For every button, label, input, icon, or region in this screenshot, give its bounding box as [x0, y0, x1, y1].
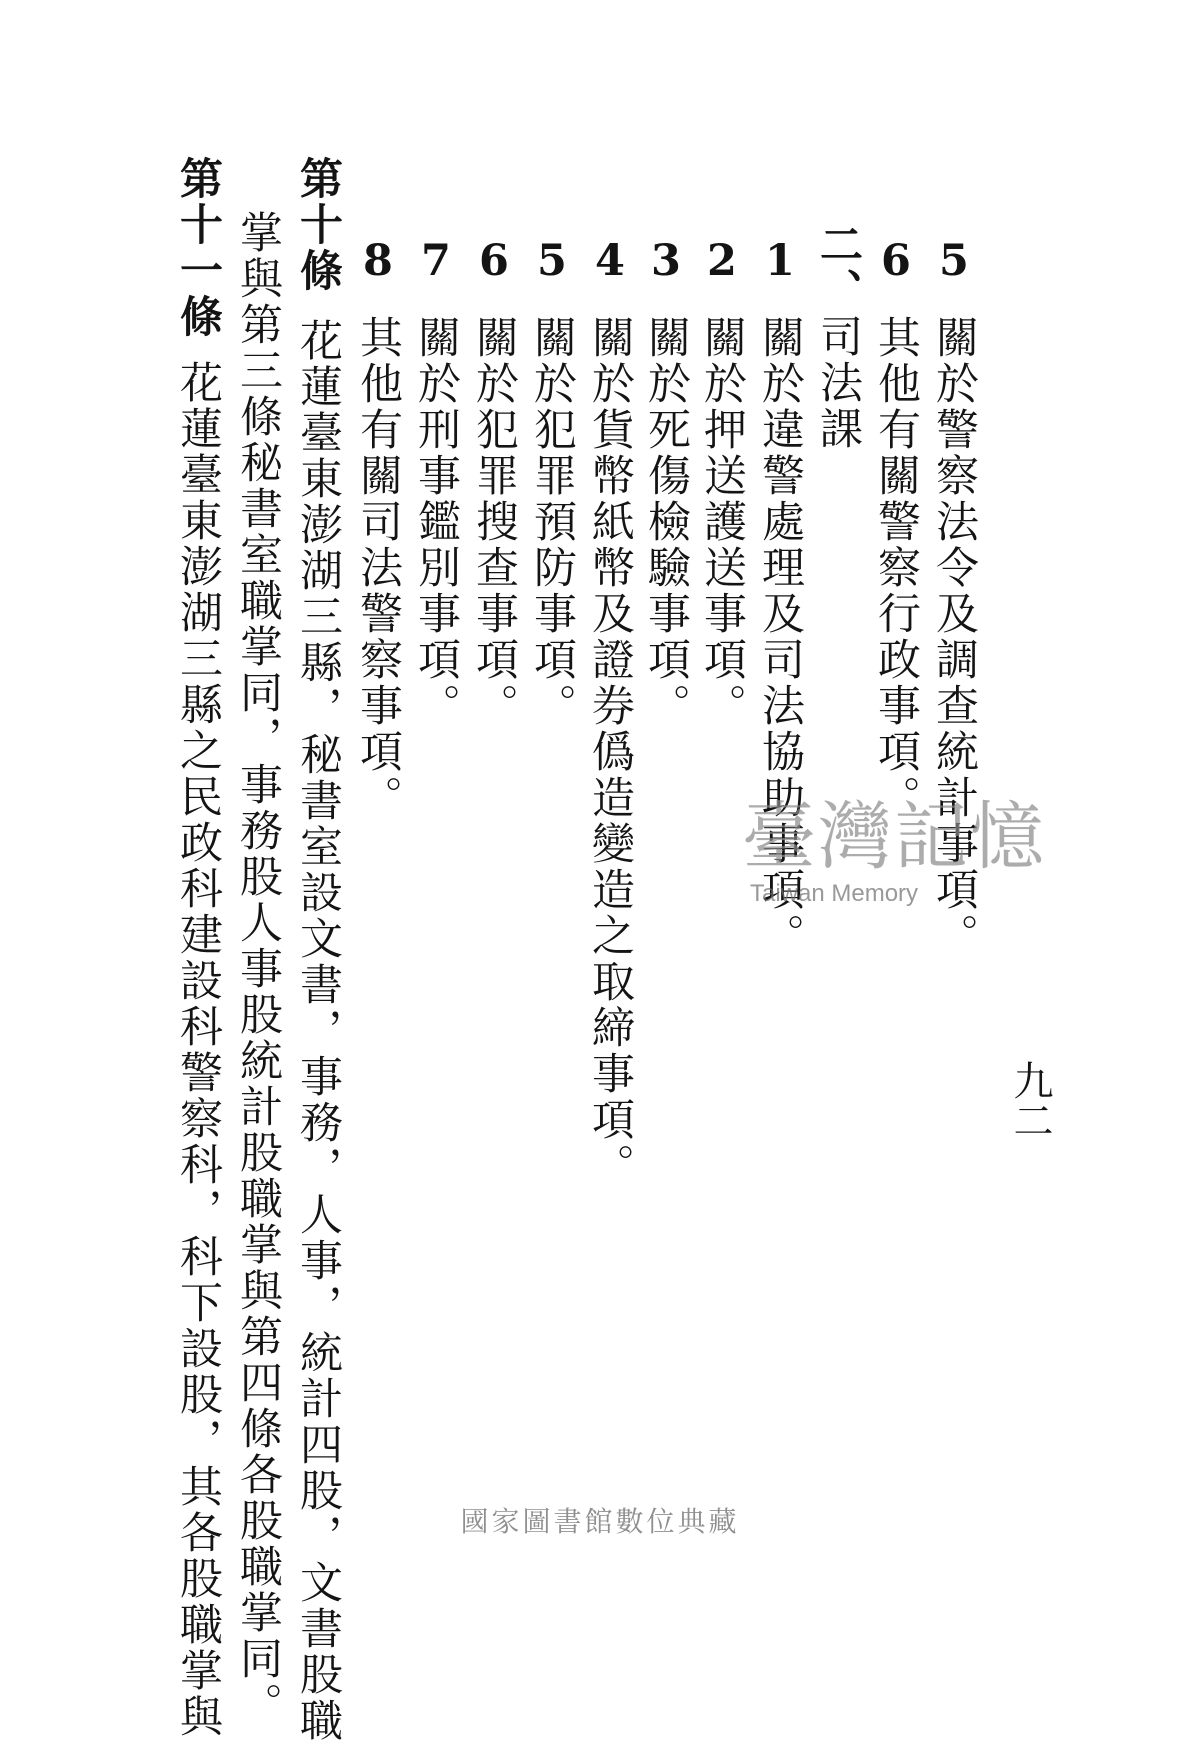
- article-11-heading: 第十一條: [173, 156, 223, 340]
- item-number: 7: [411, 236, 461, 289]
- library-footer: 國家圖書館數位典藏: [460, 1505, 740, 1538]
- item-text: 關於死傷檢驗事項。: [641, 315, 691, 729]
- section-title: 司法課: [813, 314, 863, 452]
- item-number: 3: [641, 236, 691, 289]
- item-number: 6: [469, 236, 519, 289]
- section-number: 二、: [813, 222, 863, 314]
- item-text: 關於違警處理及司法協助事項。: [755, 315, 805, 959]
- item-column: [527, 236, 577, 729]
- item-column: [353, 236, 403, 821]
- item-column: [697, 236, 747, 729]
- item-column: [871, 236, 921, 821]
- item-number: 6: [871, 236, 921, 289]
- item-number: 5: [527, 236, 577, 289]
- article-10-line-2: 掌與第三條秘書室職掌同，事務股人事股統計股職掌與第四條各股職掌同。: [233, 210, 283, 1728]
- item-column: [469, 236, 519, 729]
- item-text: 關於貨幣紙幣及證券僞造變造之取締事項。: [585, 315, 635, 1189]
- item-text: 關於犯罪預防事項。: [527, 315, 577, 729]
- taiwan-memory-watermark: [742, 794, 1046, 908]
- item-number: 8: [353, 236, 403, 289]
- article-10-line-1: 花蓮臺東澎湖三縣，秘書室設文書，事務，人事，統計四股，文書股職: [293, 318, 343, 1744]
- item-text: 關於警察法令及調查統計事項。: [929, 315, 979, 959]
- item-text: 其他有關警察行政事項。: [871, 315, 921, 821]
- section-heading: [813, 222, 863, 452]
- watermark-english: Taiwan Memory: [750, 880, 919, 907]
- article-10-heading: 第十條: [293, 156, 343, 294]
- page-number: 九二: [1007, 1060, 1053, 1140]
- item-text: 關於刑事鑑別事項。: [411, 315, 461, 729]
- item-text: 其他有關司法警察事項。: [353, 315, 403, 821]
- article-11-line-1: 花蓮臺東澎湖三縣之民政科建設科警察科，科下設股，其各股職掌與: [173, 360, 223, 1740]
- item-column: [641, 236, 691, 729]
- item-column: [411, 236, 461, 729]
- item-number: 4: [585, 236, 635, 289]
- item-text: 關於犯罪搜查事項。: [469, 315, 519, 729]
- watermark-chinese: 臺灣記憶: [742, 794, 1046, 880]
- item-text: 關於押送護送事項。: [697, 315, 747, 729]
- item-number: 2: [697, 236, 747, 289]
- item-number: 5: [929, 236, 979, 289]
- item-number: 1: [755, 236, 805, 289]
- item-column: [585, 236, 635, 1189]
